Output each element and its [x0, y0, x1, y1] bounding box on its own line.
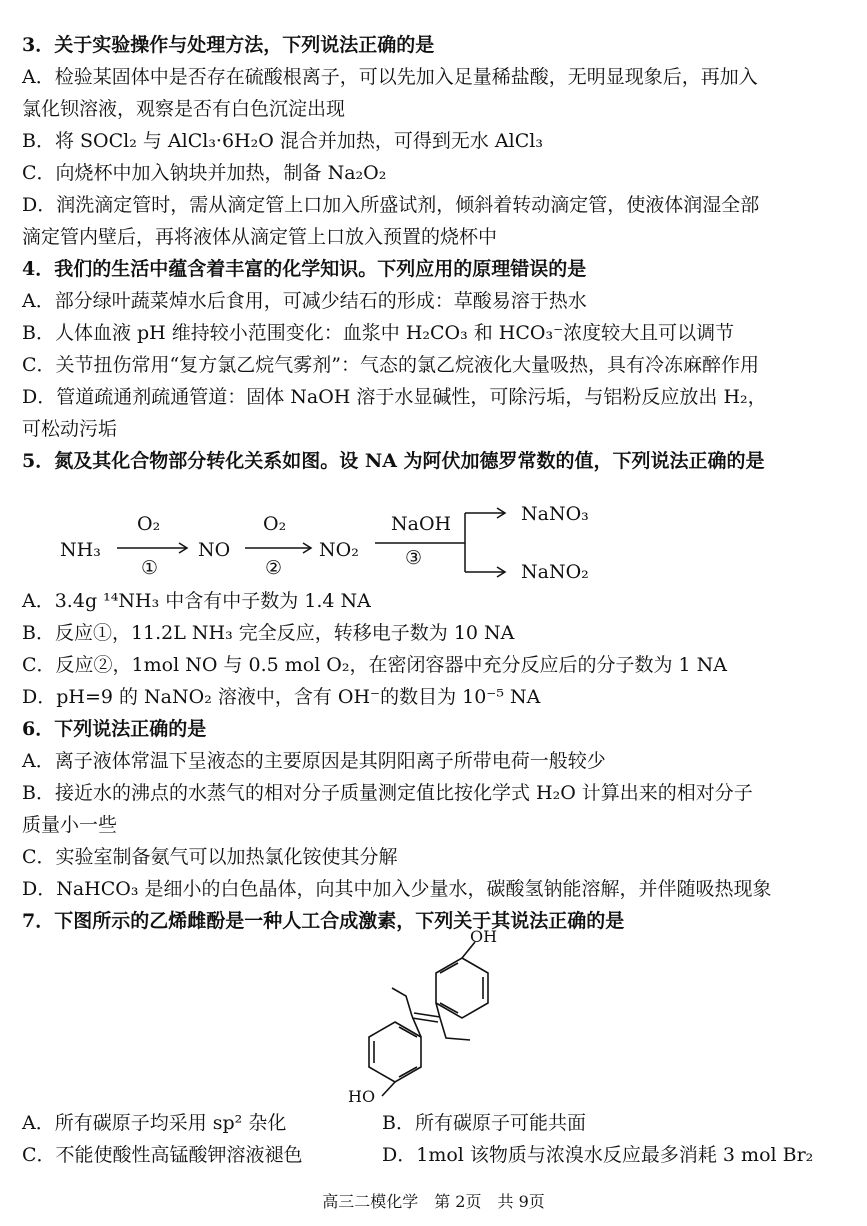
q3-option-c: C．向烧杯中加入钠块并加热，制备 Na₂O₂: [22, 162, 387, 184]
question-5-stem: 5．氮及其化合物部分转化关系如图。设 NA 为阿伏加德罗常数的值，下列说法正确的是: [22, 450, 765, 472]
q3-option-a: A．检验某固体中是否存在硫酸根离子，可以先加入足量稀盐酸，无明显现象后，再加入: [22, 66, 758, 88]
product-nano3: NaNO₃: [521, 503, 589, 525]
q5-option-a: A．3.4g ¹⁴NH₃ 中含有中子数为 1.4 NA: [22, 590, 371, 612]
upper-benzene-ring: [436, 958, 488, 1018]
q7-option-d: D．1mol 该物质与浓溴水反应最多消耗 3 mol Br₂: [382, 1144, 814, 1166]
q5-option-c: C．反应②，1mol NO 与 0.5 mol O₂，在密闭容器中充分反应后的分子数为 1 NA: [22, 654, 728, 676]
step-3-label: ③: [405, 547, 423, 569]
q7-options-row-1: [22, 1108, 852, 1138]
q4-option-c: C．关节扭伤常用“复方氯乙烷气雾剂”：气态的氯乙烷液化大量吸热，具有冷冻麻醉作用: [22, 354, 759, 376]
q3-option-b: B．将 SOCl₂ 与 AlCl₃·6H₂O 混合并加热，可得到无水 AlCl₃: [22, 130, 543, 152]
nitrogen-reaction-scheme: [55, 486, 615, 586]
step-2-label: ②: [265, 557, 283, 579]
q6-option-b: B．接近水的沸点的水蒸气的相对分子质量测定值比按化学式 H₂O 计算出来的相对分子: [22, 782, 753, 804]
q4-option-a: A．部分绿叶蔬菜焯水后食用，可减少结石的形成：草酸易溶于热水: [22, 290, 587, 312]
hydroxyl-bottom-label: HO: [348, 1087, 376, 1105]
reagent-naoh: NaOH: [391, 513, 452, 535]
question-6-stem: 6．下列说法正确的是: [22, 718, 207, 740]
right-ethyl-group: [440, 1018, 470, 1040]
q4-option-d-cont: 可松动污垢: [22, 418, 118, 440]
lower-oh-bond: [382, 1082, 395, 1096]
central-double-bond-a: [412, 1018, 438, 1022]
species-no2: NO₂: [319, 539, 359, 561]
upper-ring-double-3: [440, 1003, 458, 1013]
q4-option-b: B．人体血液 pH 维持较小范围变化：血浆中 H₂CO₃ 和 HCO₃⁻浓度较大且可以调节: [22, 322, 735, 344]
question-3-stem: 3．关于实验操作与处理方法，下列说法正确的是: [22, 34, 435, 56]
reaction-scheme-svg: [55, 486, 615, 586]
page-footer: 高三二模化学 第 2页 共 9页: [322, 1192, 545, 1211]
question-7-stem: 7．下图所示的乙烯雌酚是一种人工合成激素，下列关于其说法正确的是: [22, 910, 625, 932]
lower-ring-double-3: [399, 1067, 417, 1077]
molecule-svg: [330, 930, 530, 1105]
diethylstilbestrol-structure: [330, 930, 530, 1105]
q3-option-d: D．润洗滴定管时，需从滴定管上口加入所盛试剂，倾斜着转动滴定管，使液体润湿全部: [22, 194, 760, 216]
upper-ring-double-2: [440, 963, 458, 973]
species-no: NO: [198, 539, 231, 561]
q7-option-b: B．所有碳原子可能共面: [382, 1112, 586, 1134]
species-nh3: NH₃: [60, 539, 101, 561]
reagent-o2-2: O₂: [263, 513, 287, 535]
reagent-o2-1: O₂: [137, 513, 161, 535]
q4-option-d: D．管道疏通剂疏通管道：固体 NaOH 溶于水显碱性，可除污垢，与铝粉反应放出 H₂，: [22, 386, 767, 408]
product-nano2: NaNO₂: [521, 561, 589, 583]
q6-option-b-cont: 质量小一些: [22, 814, 118, 836]
hydroxyl-top-label: OH: [470, 930, 498, 946]
q6-option-d: D．NaHCO₃ 是细小的白色晶体，向其中加入少量水，碳酸氢钠能溶解，并伴随吸热现象: [22, 878, 772, 900]
q7-options-row-2: [22, 1140, 852, 1170]
question-4-stem: 4．我们的生活中蕴含着丰富的化学知识。下列应用的原理错误的是: [22, 258, 587, 280]
lower-benzene-ring: [369, 1022, 421, 1082]
q5-option-b: B．反应①，11.2L NH₃ 完全反应，转移电子数为 10 NA: [22, 622, 515, 644]
step-1-label: ①: [141, 557, 159, 579]
central-double-bond-b: [414, 1013, 440, 1017]
q7-option-c: C．不能使酸性高锰酸钾溶液褪色: [22, 1144, 303, 1166]
lower-ring-double-2: [399, 1027, 417, 1037]
q5-option-d: D．pH=9 的 NaNO₂ 溶液中，含有 OH⁻的数目为 10⁻⁵ NA: [22, 686, 541, 708]
q3-option-d-cont: 滴定管内壁后，再将液体从滴定管上口放入预置的烧杯中: [22, 226, 498, 248]
left-ethyl-group: [392, 988, 412, 1016]
q3-option-a-cont: 氯化钡溶液，观察是否有白色沉淀出现: [22, 98, 346, 120]
q6-option-c: C．实验室制备氨气可以加热氯化铵使其分解: [22, 846, 398, 868]
q6-option-a: A．离子液体常温下呈液态的主要原因是其阴阳离子所带电荷一般较少: [22, 750, 606, 772]
q7-option-a: A．所有碳原子均采用 sp² 杂化: [22, 1112, 287, 1134]
